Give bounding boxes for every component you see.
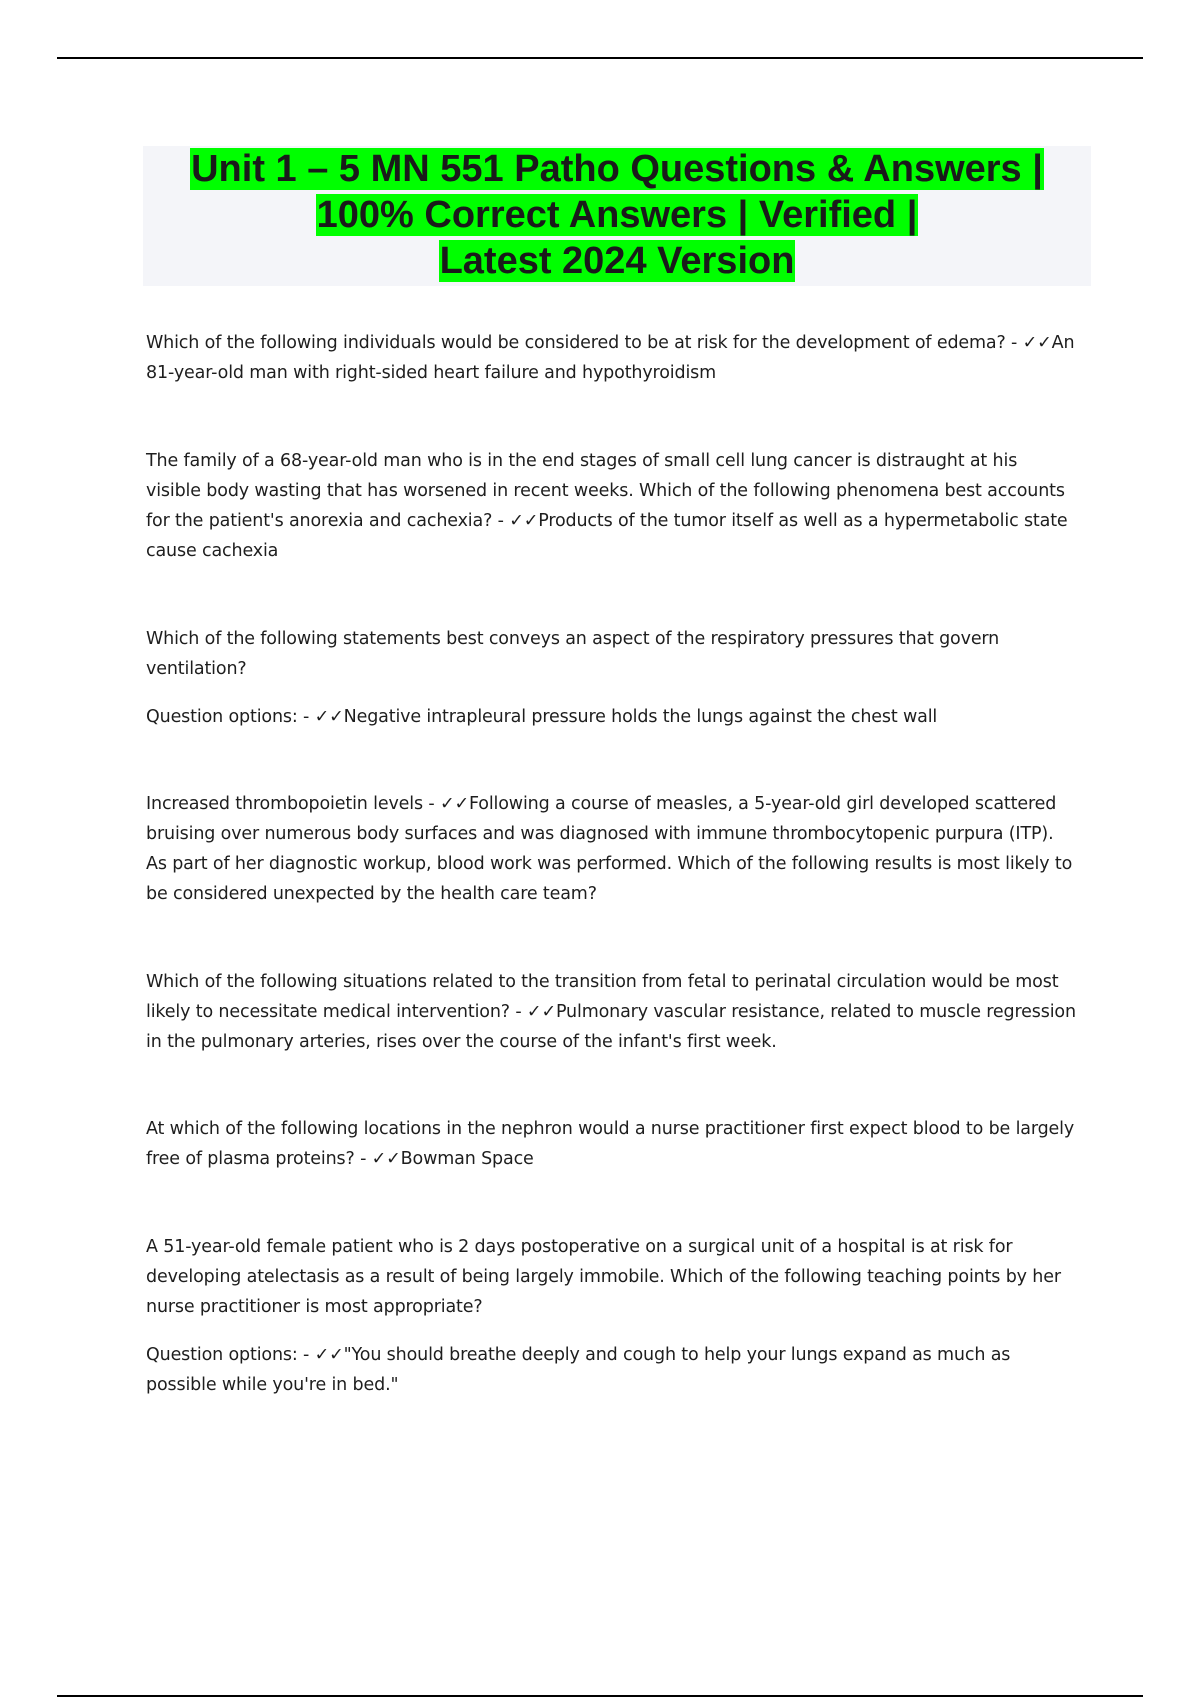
qa-item: [146, 446, 1076, 566]
question-text: Which of the following statements best conveys an aspect of the respiratory pressures that govern ventilation?: [146, 629, 1000, 679]
question-text: A 51-year-old female patient who is 2 days postoperative on a surgical unit of a hospital is at risk for developing atelectasis as a result of being largely immobile. Which of the following teaching points by her nurse practitioner is most appropriate?: [146, 1237, 1061, 1317]
bottom-rule: [57, 1695, 1143, 1697]
qa-item: [146, 1114, 1076, 1174]
title-line-1: Unit 1 – 5 MN 551 Patho Questions & Answers |: [191, 148, 1043, 190]
question-options: Question options: - ✓✓Negative intrapleural pressure holds the lungs against the chest wall: [146, 707, 938, 727]
qa-item: [146, 624, 1076, 732]
title-line-3: Latest 2024 Version: [439, 240, 795, 282]
document-title: [143, 146, 1091, 284]
question-text: Which of the following situations related to the transition from fetal to perinatal circulation would be most likely to necessitate medical intervention? - ✓✓Pulmonary vascular resistance, related to muscle regression in the pulmonary arteries, rises over the course of the infant's first week.: [146, 972, 1076, 1052]
question-text: At which of the following locations in the nephron would a nurse practitioner first expect blood to be largely free of plasma proteins? - ✓✓Bowman Space: [146, 1119, 1075, 1169]
qa-item: [146, 967, 1076, 1057]
qa-item: [146, 328, 1076, 388]
title-line-2: 100% Correct Answers | Verified |: [316, 194, 918, 236]
question-text: Which of the following individuals would be considered to be at risk for the development of edema? - ✓✓An 81-year-old man with right-sided heart failure and hypothyroidism: [146, 333, 1075, 383]
top-rule: [57, 57, 1143, 59]
question-text: The family of a 68-year-old man who is in the end stages of small cell lung cancer is distraught at his visible body wasting that has worsened in recent weeks. Which of the following phenomena best accounts for the patient's anorexia and cachexia? - ✓✓Products of the tumor itself as well as a hypermetabolic state cause cachexia: [146, 451, 1068, 561]
qa-item: [146, 1232, 1076, 1400]
qa-list: [146, 328, 1076, 1400]
question-text: Increased thrombopoietin levels - ✓✓Following a course of measles, a 5-year-old girl developed scattered bruising over numerous body surfaces and was diagnosed with immune thrombocytopenic purpura (ITP). As part of her diagnostic workup, blood work was performed. Which of the following results is most likely to be considered unexpected by the health care team?: [146, 794, 1073, 904]
question-options: Question options: - ✓✓"You should breathe deeply and cough to help your lungs expand as much as possible while you're in bed.": [146, 1345, 1011, 1395]
qa-item: [146, 789, 1076, 909]
